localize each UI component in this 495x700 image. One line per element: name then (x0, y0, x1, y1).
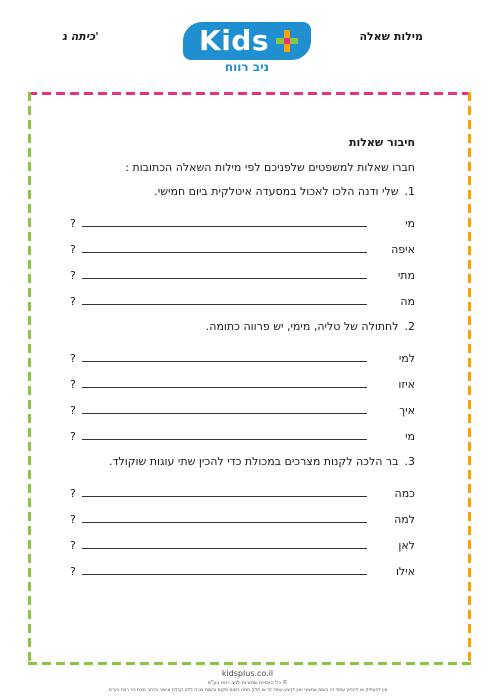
question-block-1 (70, 185, 415, 308)
question-mark: ? (70, 269, 76, 282)
question-sentence (70, 185, 415, 198)
border-bottom (28, 662, 471, 665)
answer-row[interactable] (70, 282, 415, 308)
question-mark: ? (70, 217, 76, 230)
answer-row[interactable] (70, 256, 415, 282)
worksheet-instructions: חברו שאלות למשפטים שלפניכם לפי מילות השאלה הכתובות : (125, 161, 415, 174)
answer-line[interactable] (82, 548, 367, 549)
question-mark: ? (70, 565, 76, 578)
question-mark: ? (70, 430, 76, 443)
kids-plus-logo[interactable] (183, 22, 311, 82)
answer-line[interactable] (82, 304, 367, 305)
logo-word: Kids (199, 24, 270, 57)
question-word: אילו (395, 565, 415, 578)
answer-row[interactable] (70, 230, 415, 256)
question-word: איך (399, 404, 415, 417)
footer-legal: אין להעתיק או להפיץ עמוד זה בשום אמצעי ואין לבצע עמוד זה או חלק ממנו בשום מקום ובשום צורה ללא קבלת אישור בכתב מאת ניב רווח בע"מ. (107, 688, 388, 693)
question-word: למה (394, 513, 415, 526)
answer-row[interactable] (70, 204, 415, 230)
answer-row[interactable] (70, 339, 415, 365)
answer-row[interactable] (70, 417, 415, 443)
question-word: מתי (397, 269, 415, 282)
logo-badge (183, 22, 311, 60)
question-word: למי (398, 352, 415, 365)
question-word: מי (405, 217, 415, 230)
question-word: איזו (398, 378, 415, 391)
question-block-2 (70, 320, 415, 443)
question-sentence (70, 455, 415, 468)
question-text: לחתולה של טליה, מימי, יש פרווה כתומה. (205, 320, 399, 333)
question-number: 1. (404, 185, 415, 198)
answer-line[interactable] (82, 361, 367, 362)
question-mark: ? (70, 352, 76, 365)
question-word: מי (405, 430, 415, 443)
question-mark: ? (70, 487, 76, 500)
border-right (468, 92, 471, 665)
footer-url[interactable]: kidsplus.co.il (221, 669, 274, 678)
question-word: כמה (394, 487, 415, 500)
question-number: 2. (404, 320, 415, 333)
question-number: 3. (404, 455, 415, 468)
answer-line[interactable] (82, 387, 367, 388)
worksheet-title: חיבור שאלות (348, 136, 415, 149)
question-mark: ? (70, 378, 76, 391)
answer-line[interactable] (82, 226, 367, 227)
answer-row[interactable] (70, 552, 415, 578)
answer-row[interactable] (70, 391, 415, 417)
question-sentence (70, 320, 415, 333)
answer-line[interactable] (82, 439, 367, 440)
question-word: לאן (398, 539, 415, 552)
logo-subtitle: ניב רווח (224, 60, 270, 74)
answer-line[interactable] (82, 496, 367, 497)
question-mark: ? (70, 295, 76, 308)
answer-line[interactable] (82, 413, 367, 414)
question-text: בר הלכה לקנות מצרכים במכולת כדי להכין שתי עוגות שוקולד. (108, 455, 399, 468)
worksheet (70, 136, 415, 590)
plus-icon (276, 30, 298, 52)
question-text: שלי ודנה הלכו לאכול במסעדה איטלקית ביום חמישי. (154, 185, 399, 198)
border-top (28, 92, 471, 95)
answer-line[interactable] (82, 278, 367, 279)
border-left (28, 92, 31, 665)
answer-row[interactable] (70, 500, 415, 526)
question-mark: ? (70, 513, 76, 526)
grade-label: כיתה ג' (62, 30, 99, 43)
question-block-3 (70, 455, 415, 578)
footer-copyright: © כל הזכויות שמורות לניב רווח בע"מ (207, 680, 288, 686)
question-mark: ? (70, 404, 76, 417)
answer-line[interactable] (82, 522, 367, 523)
answer-row[interactable] (70, 474, 415, 500)
answer-row[interactable] (70, 526, 415, 552)
question-word: מה (400, 295, 415, 308)
question-mark: ? (70, 539, 76, 552)
subject-label: מילות שאלה (359, 30, 423, 43)
answer-row[interactable] (70, 365, 415, 391)
question-word: איפה (391, 243, 415, 256)
answer-line[interactable] (82, 252, 367, 253)
question-mark: ? (70, 243, 76, 256)
answer-line[interactable] (82, 574, 367, 575)
